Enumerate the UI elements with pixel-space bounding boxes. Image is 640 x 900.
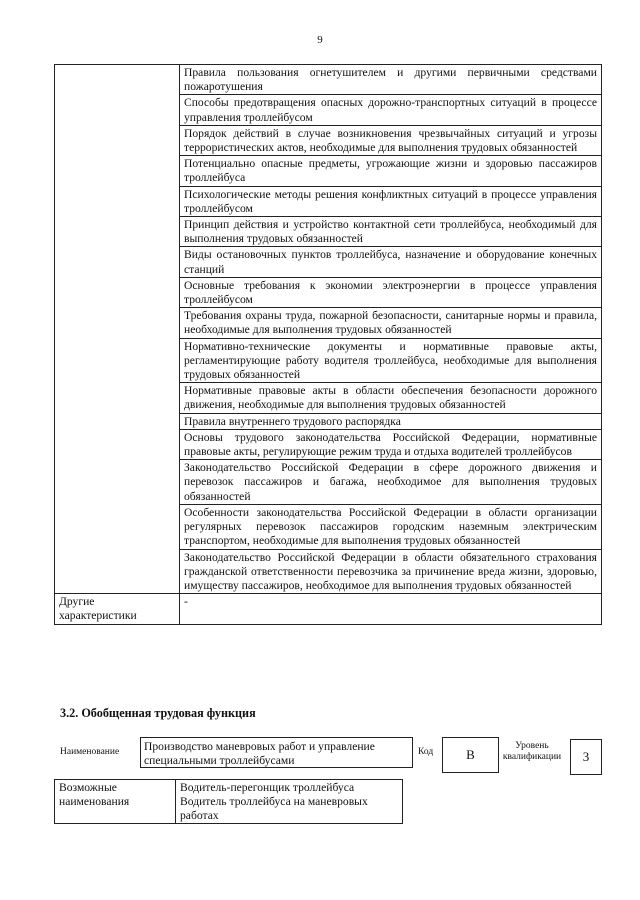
knowledge-item: Принцип действия и устройство контактной сети троллейбуса, необходимый для выполнения трудовых обязанностей bbox=[180, 217, 602, 247]
knowledge-item: Правила внутреннего трудового распорядка bbox=[180, 413, 602, 429]
knowledge-item: Правила пользования огнетушителем и другими первичными средствами пожаротушения bbox=[180, 65, 602, 95]
knowledge-row-label-cell bbox=[55, 413, 180, 429]
knowledge-row bbox=[55, 125, 602, 155]
knowledge-item: Особенности законодательства Российской Федерации в области организации регулярных перевозок пассажиров городским наземным электрическим транспортом, необходимые для выполнения трудовых обязанностей bbox=[180, 504, 602, 549]
section-heading: 3.2. Обобщенная трудовая функция bbox=[60, 706, 256, 720]
knowledge-row-label-cell bbox=[55, 186, 180, 216]
other-characteristics-value: - bbox=[180, 594, 602, 624]
knowledge-row bbox=[55, 156, 602, 186]
knowledge-row bbox=[55, 460, 602, 505]
knowledge-row bbox=[55, 65, 602, 95]
knowledge-item: Основные требования к экономии электроэнергии в процессе управления троллейбусом bbox=[180, 277, 602, 307]
knowledge-row-label-cell bbox=[55, 217, 180, 247]
knowledge-row-label-cell bbox=[55, 460, 180, 505]
knowledge-item: Психологические методы решения конфликтных ситуаций в процессе управления троллейбусом bbox=[180, 186, 602, 216]
knowledge-row bbox=[55, 549, 602, 594]
name-label: Наименование bbox=[60, 747, 120, 757]
knowledge-row bbox=[55, 247, 602, 277]
knowledge-row bbox=[55, 217, 602, 247]
alternative-name: Водитель-перегонщик троллейбуса bbox=[180, 781, 355, 794]
knowledge-item: Законодательство Российской Федерации в области обязательного страхования гражданской ответственности перевозчика за причинение вреда жизни, здоровью, имуществу пассажиров, необходимое для выполнения трудовых обязанностей bbox=[180, 549, 602, 594]
knowledge-row-label-cell bbox=[55, 95, 180, 125]
other-characteristics-label: Другие характеристики bbox=[55, 594, 180, 624]
level-label: Уровень квалификации bbox=[502, 741, 562, 762]
knowledge-row bbox=[55, 504, 602, 549]
knowledge-item: Законодательство Российской Федерации в сфере дорожного движения и перевозок пассажиров и багажа, необходимое для выполнения трудовых обязанностей bbox=[180, 460, 602, 505]
knowledge-row bbox=[55, 277, 602, 307]
knowledge-row-label-cell bbox=[55, 549, 180, 594]
alternative-names-values bbox=[176, 780, 403, 824]
knowledge-row bbox=[55, 308, 602, 338]
knowledge-item: Нормативные правовые акты в области обеспечения безопасности дорожного движения, необходимые для выполнения трудовых обязанностей bbox=[180, 383, 602, 413]
knowledge-row-label-cell bbox=[55, 125, 180, 155]
knowledge-row bbox=[55, 186, 602, 216]
function-name-box: Производство маневровых работ и управление специальными троллейбусами bbox=[140, 737, 413, 768]
knowledge-row-label-cell bbox=[55, 65, 180, 95]
knowledge-row-label-cell bbox=[55, 247, 180, 277]
level-box: 3 bbox=[570, 739, 602, 775]
alternative-names-table bbox=[54, 779, 403, 824]
knowledge-row-label-cell bbox=[55, 429, 180, 459]
knowledge-table bbox=[54, 64, 602, 625]
knowledge-row-label-cell bbox=[55, 504, 180, 549]
knowledge-item: Способы предотвращения опасных дорожно-транспортных ситуаций в процессе управления троллейбусом bbox=[180, 95, 602, 125]
knowledge-item: Порядок действий в случае возникновения чрезвычайных ситуаций и угрозы террористических актов, необходимые для выполнения трудовых обязанностей bbox=[180, 125, 602, 155]
alternative-names-label: Возможные наименования bbox=[55, 780, 176, 824]
knowledge-row bbox=[55, 338, 602, 383]
knowledge-row-label-cell bbox=[55, 277, 180, 307]
knowledge-row-label-cell bbox=[55, 383, 180, 413]
knowledge-row bbox=[55, 95, 602, 125]
code-label: Код bbox=[418, 747, 434, 757]
alternative-names-row bbox=[55, 780, 403, 824]
generalized-function-row bbox=[60, 737, 605, 777]
page-number: 9 bbox=[317, 34, 323, 46]
code-box: B bbox=[442, 737, 499, 773]
knowledge-row bbox=[55, 383, 602, 413]
knowledge-row-label-cell bbox=[55, 156, 180, 186]
alternative-name: Водитель троллейбуса на маневровых работах bbox=[180, 795, 368, 822]
knowledge-item: Виды остановочных пунктов троллейбуса, назначение и оборудование конечных станций bbox=[180, 247, 602, 277]
knowledge-row bbox=[55, 413, 602, 429]
other-characteristics-row bbox=[55, 594, 602, 624]
knowledge-item: Нормативно-технические документы и нормативные правовые акты, регламентирующие работу водителя троллейбуса, необходимые для выполнения трудовых обязанностей bbox=[180, 338, 602, 383]
knowledge-row bbox=[55, 429, 602, 459]
knowledge-row-label-cell bbox=[55, 308, 180, 338]
knowledge-row-label-cell bbox=[55, 338, 180, 383]
knowledge-item: Основы трудового законодательства Российской Федерации, нормативные правовые акты, регулирующие режим труда и отдыха водителей троллейбусов bbox=[180, 429, 602, 459]
knowledge-item: Требования охраны труда, пожарной безопасности, санитарные нормы и правила, необходимые для выполнения трудовых обязанностей bbox=[180, 308, 602, 338]
knowledge-item: Потенциально опасные предметы, угрожающие жизни и здоровью пассажиров троллейбуса bbox=[180, 156, 602, 186]
